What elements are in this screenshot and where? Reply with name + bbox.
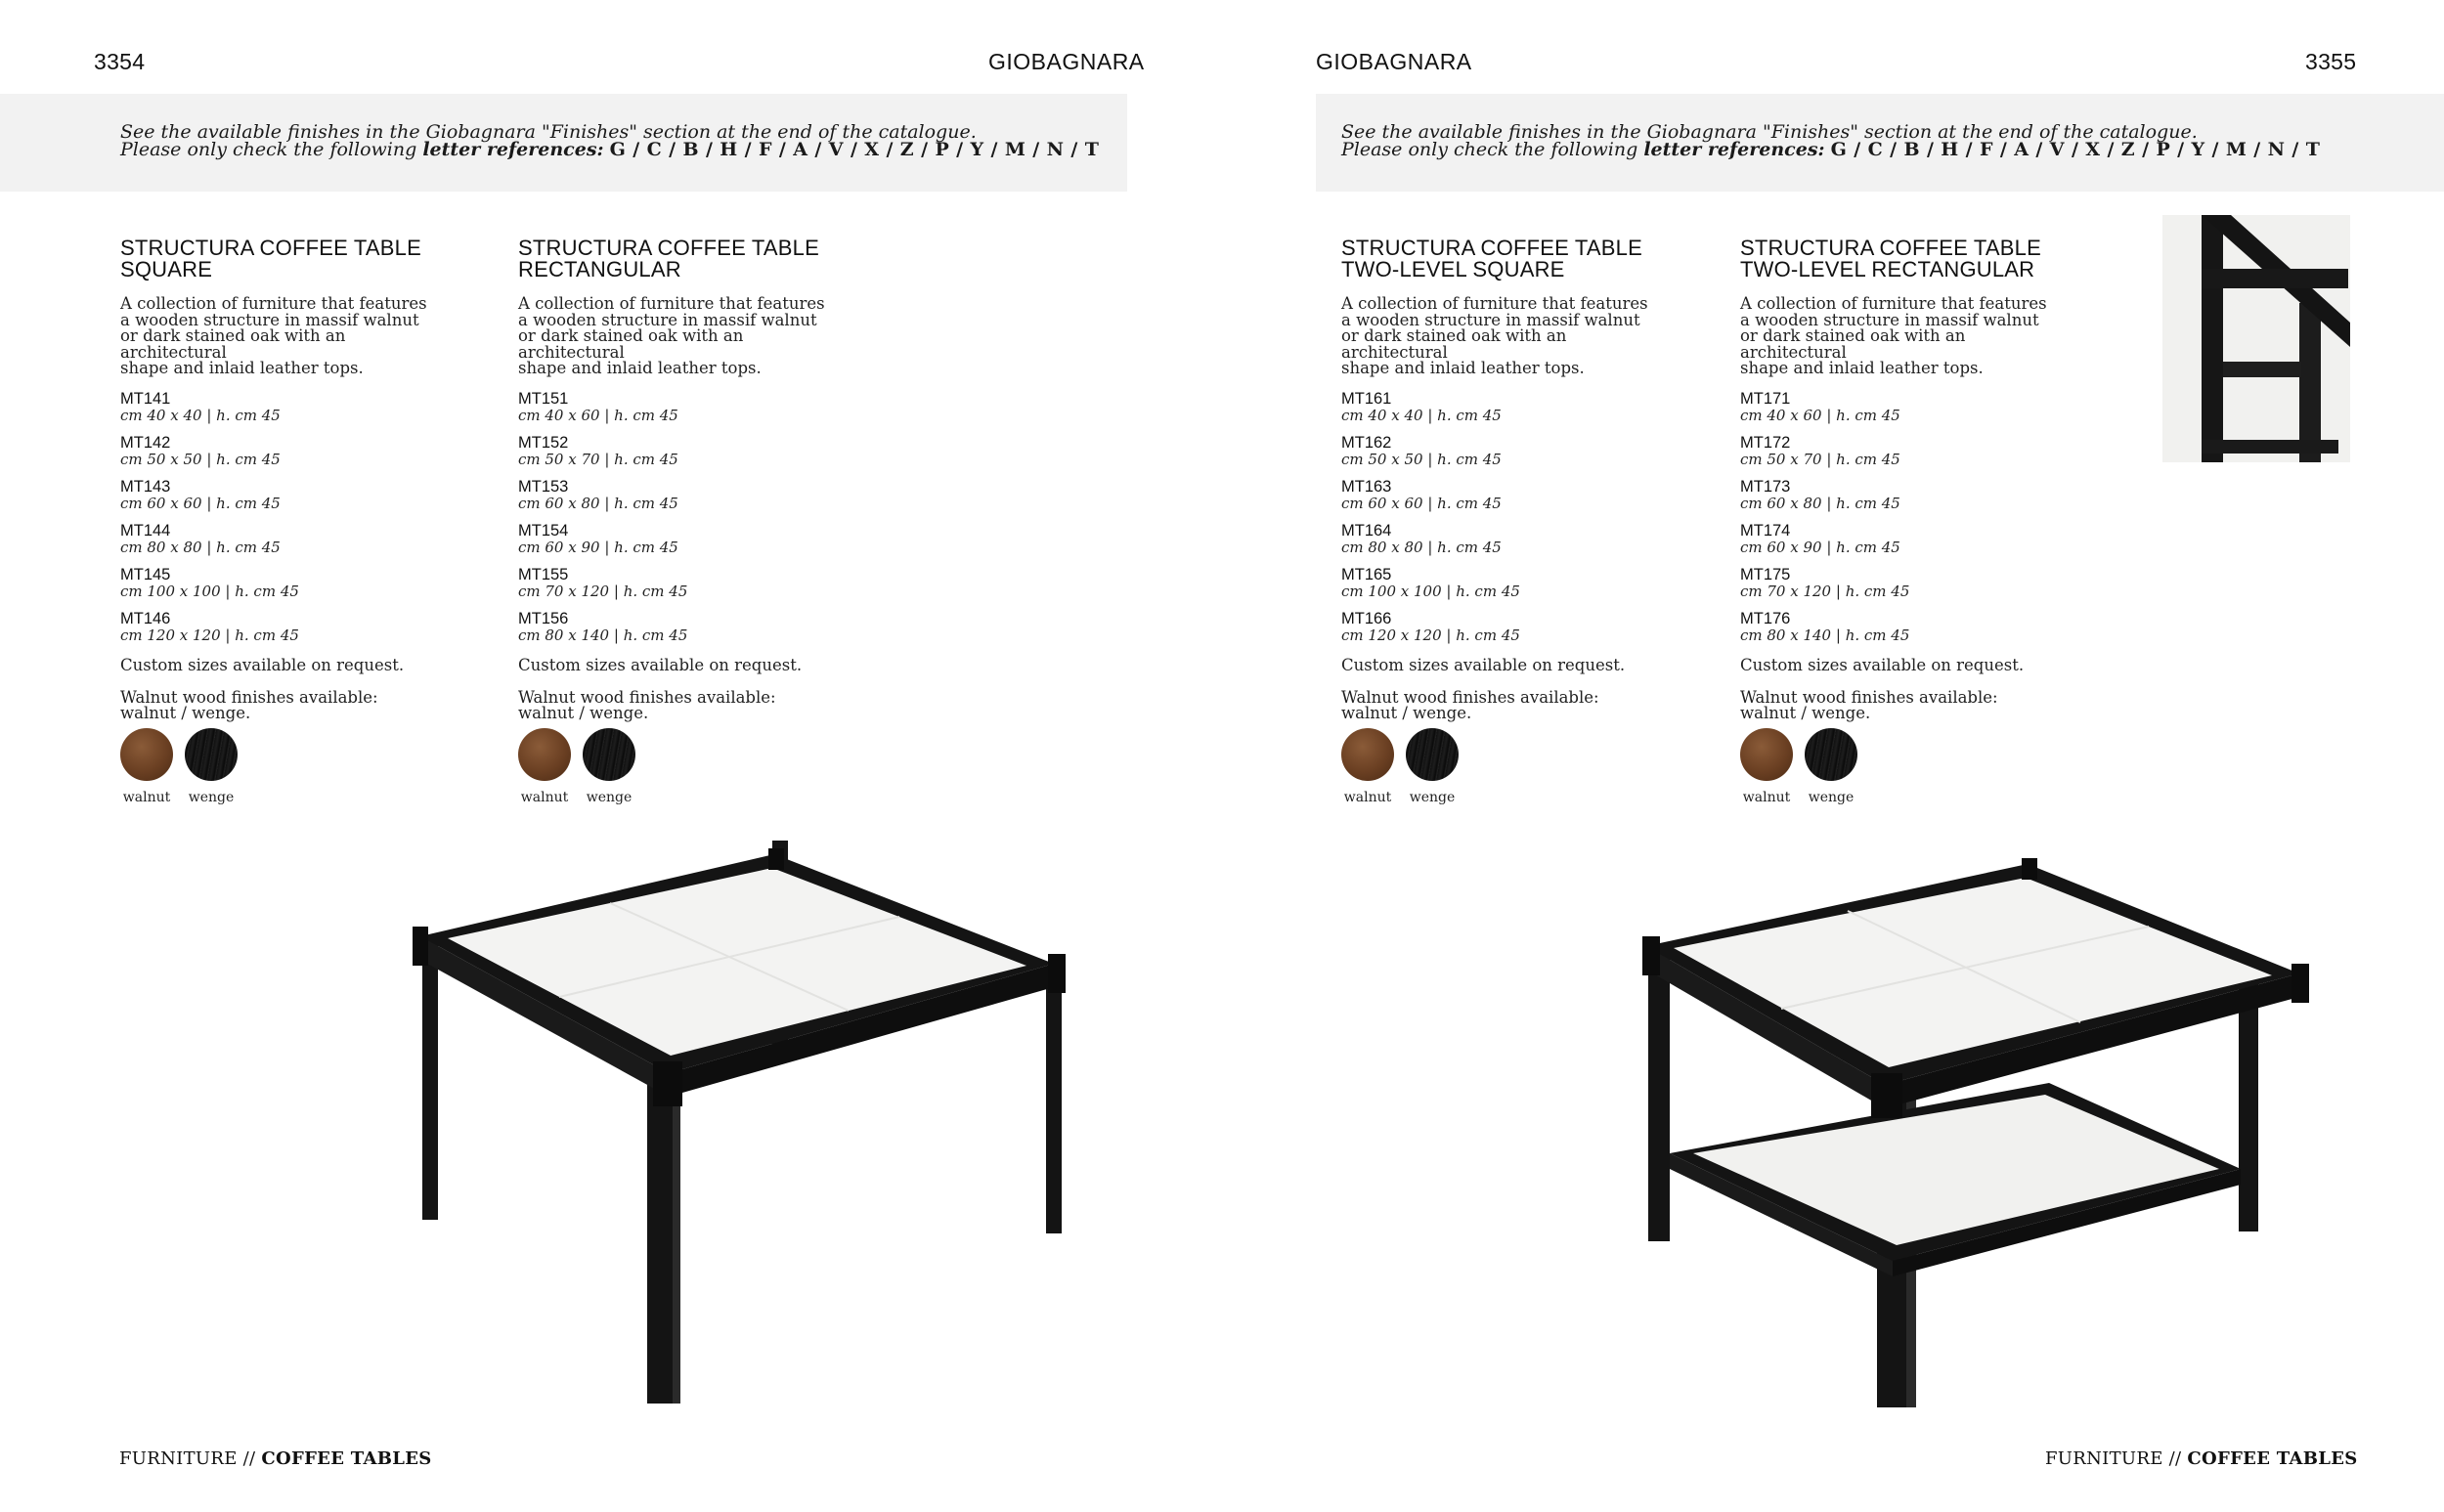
model-code: MT174 [1740, 521, 1791, 540]
wenge-swatch-circle [583, 728, 635, 781]
model-code: MT175 [1740, 565, 1791, 583]
custom-sizes-note: Custom sizes available on request. [1740, 655, 2025, 674]
swatch-label: walnut [520, 789, 569, 805]
description-line: shape and inlaid leather tops. [120, 359, 364, 377]
description-line: a wooden structure in massif walnut [1740, 310, 2039, 329]
model-code: MT155 [518, 565, 569, 583]
product-title-line-2: TWO-LEVEL SQUARE [1341, 257, 1565, 281]
model-entry [120, 567, 433, 599]
model-code: MT142 [120, 433, 171, 452]
model-code: MT176 [1740, 609, 1791, 627]
model-code: MT144 [120, 521, 171, 540]
finishes-notice-left [0, 94, 1127, 192]
product-title-line-1: STRUCTURA COFFEE TABLE [1341, 236, 1642, 260]
description-line: a wooden structure in massif walnut [120, 310, 419, 329]
notice-prefix: Please only check the following [120, 139, 423, 160]
product-title-line-1: STRUCTURA COFFEE TABLE [1740, 236, 2041, 260]
description-line: A collection of furniture that features [1341, 294, 1648, 313]
custom-sizes-note: Custom sizes available on request. [1341, 655, 1626, 674]
model-entry [1740, 611, 2053, 643]
model-dimensions: cm 50 x 70 | h. cm 45 [518, 450, 678, 468]
model-code: MT151 [518, 389, 569, 408]
model-dimensions: cm 60 x 80 | h. cm 45 [518, 494, 678, 512]
product-title-line-2: SQUARE [120, 257, 213, 281]
product-title-line-2: RECTANGULAR [518, 257, 681, 281]
walnut-swatch-circle [1740, 728, 1793, 781]
model-entry [1740, 391, 2053, 423]
finishes-line-1: Walnut wood finishes available: [518, 687, 776, 707]
model-entry [1740, 435, 2053, 467]
swatch-walnut [1341, 728, 1394, 805]
description-line: shape and inlaid leather tops. [1740, 359, 1984, 377]
finishes-line-2: walnut / wenge. [1341, 704, 1472, 722]
model-entry [1740, 479, 2053, 511]
model-code: MT156 [518, 609, 569, 627]
model-entry [518, 523, 831, 555]
swatch-wenge [185, 728, 238, 805]
frame-detail-thumbnail [2162, 215, 2350, 462]
finishes-line-2: walnut / wenge. [120, 704, 251, 722]
page-number-left: 3354 [94, 49, 146, 74]
finishes-line-1: Walnut wood finishes available: [1341, 687, 1599, 707]
swatch-label: walnut [1742, 789, 1791, 805]
swatch-wenge [583, 728, 635, 805]
product-title [1740, 238, 2053, 281]
model-dimensions: cm 80 x 80 | h. cm 45 [120, 538, 281, 556]
product-description [120, 296, 433, 377]
walnut-swatch-circle [1341, 728, 1394, 781]
model-dimensions: cm 60 x 80 | h. cm 45 [1740, 494, 1900, 512]
model-code: MT161 [1341, 389, 1392, 408]
model-dimensions: cm 120 x 120 | h. cm 45 [1341, 626, 1520, 644]
notice-line-1: See the available finishes in the Giobagnara "Finishes" section at the end of the catalogue. [1341, 121, 2198, 143]
footer-category: COFFEE TABLES [261, 1448, 432, 1469]
model-dimensions: cm 60 x 90 | h. cm 45 [518, 538, 678, 556]
product-two-level-square [1341, 238, 1654, 805]
notice-line-2 [120, 141, 1127, 158]
model-dimensions: cm 50 x 70 | h. cm 45 [1740, 450, 1900, 468]
wenge-swatch-circle [1805, 728, 1857, 781]
finish-swatches [518, 728, 831, 805]
model-entry [1341, 523, 1654, 555]
model-code: MT141 [120, 389, 171, 408]
description-line: or dark stained oak with an architectural [1341, 326, 1567, 362]
walnut-swatch-circle [518, 728, 571, 781]
model-entry [120, 479, 433, 511]
swatch-label: wenge [188, 789, 235, 805]
product-square [120, 238, 433, 805]
wenge-swatch-circle [185, 728, 238, 781]
finishes-available [518, 687, 831, 722]
model-dimensions: cm 50 x 50 | h. cm 45 [120, 450, 281, 468]
notice-prefix: Please only check the following [1341, 139, 1644, 160]
two-level-coffee-table-photo [1642, 850, 2317, 1417]
model-code: MT152 [518, 433, 569, 452]
finish-swatches [120, 728, 433, 805]
finishes-available [1341, 687, 1654, 722]
model-dimensions: cm 70 x 120 | h. cm 45 [518, 582, 688, 600]
coffee-table-photo [401, 841, 1085, 1407]
product-two-level-rectangular [1740, 238, 2053, 805]
leather-top [1674, 878, 2272, 1067]
model-dimensions: cm 80 x 140 | h. cm 45 [518, 626, 688, 644]
leather-top [448, 868, 1026, 1056]
model-code: MT163 [1341, 477, 1392, 496]
description-line: or dark stained oak with an architectural [518, 326, 744, 362]
model-code: MT154 [518, 521, 569, 540]
model-entry [518, 479, 831, 511]
model-entry [1341, 479, 1654, 511]
model-dimensions: cm 40 x 60 | h. cm 45 [1740, 406, 1900, 424]
model-dimensions: cm 40 x 40 | h. cm 45 [1341, 406, 1502, 424]
notice-bold: letter references: [1643, 139, 1825, 160]
model-code: MT172 [1740, 433, 1791, 452]
model-code: MT153 [518, 477, 569, 496]
model-dimensions: cm 100 x 100 | h. cm 45 [120, 582, 299, 600]
brand-left: GIOBAGNARA [988, 49, 1145, 74]
product-description [1341, 296, 1654, 377]
swatch-label: wenge [1409, 789, 1456, 805]
finishes-line-2: walnut / wenge. [518, 704, 649, 722]
swatch-walnut [518, 728, 571, 805]
model-dimensions: cm 80 x 140 | h. cm 45 [1740, 626, 1910, 644]
model-code: MT166 [1341, 609, 1392, 627]
finishes-line-1: Walnut wood finishes available: [120, 687, 378, 707]
model-code: MT164 [1341, 521, 1392, 540]
product-title-line-1: STRUCTURA COFFEE TABLE [120, 236, 421, 260]
swatch-label: wenge [586, 789, 633, 805]
finishes-line-1: Walnut wood finishes available: [1740, 687, 1998, 707]
description-line: A collection of furniture that features [120, 294, 427, 313]
notice-letters: G / C / B / H / F / A / V / X / Z / P / Y / M / N / T [1830, 139, 2321, 160]
notice-bold: letter references: [422, 139, 604, 160]
finish-swatches [1341, 728, 1654, 805]
model-dimensions: cm 60 x 90 | h. cm 45 [1740, 538, 1900, 556]
model-entry [120, 391, 433, 423]
description-line: shape and inlaid leather tops. [1341, 359, 1585, 377]
model-entry [120, 435, 433, 467]
model-entry [518, 611, 831, 643]
footer-right [2045, 1448, 2358, 1469]
notice-line-2 [1341, 141, 2444, 158]
swatch-label: walnut [122, 789, 171, 805]
product-title [518, 238, 831, 281]
description-line: A collection of furniture that features [518, 294, 825, 313]
model-dimensions: cm 50 x 50 | h. cm 45 [1341, 450, 1502, 468]
model-entry [1740, 523, 2053, 555]
description-line: shape and inlaid leather tops. [518, 359, 762, 377]
swatch-walnut [1740, 728, 1793, 805]
model-entry [1740, 567, 2053, 599]
product-title-line-2: TWO-LEVEL RECTANGULAR [1740, 257, 2035, 281]
finishes-available [120, 687, 433, 722]
model-dimensions: cm 70 x 120 | h. cm 45 [1740, 582, 1910, 600]
brand-right: GIOBAGNARA [1316, 49, 1472, 74]
swatch-wenge [1805, 728, 1857, 805]
description-line: a wooden structure in massif walnut [518, 310, 817, 329]
model-entry [518, 567, 831, 599]
model-dimensions: cm 40 x 60 | h. cm 45 [518, 406, 678, 424]
description-line: or dark stained oak with an architectural [1740, 326, 1966, 362]
footer-section: FURNITURE // [2045, 1448, 2188, 1469]
wenge-swatch-circle [1406, 728, 1459, 781]
model-dimensions: cm 80 x 80 | h. cm 45 [1341, 538, 1502, 556]
swatch-label: wenge [1808, 789, 1855, 805]
description-line: A collection of furniture that features [1740, 294, 2047, 313]
product-rectangular [518, 238, 831, 805]
model-entry [1341, 435, 1654, 467]
model-dimensions: cm 120 x 120 | h. cm 45 [120, 626, 299, 644]
footer-left [119, 1448, 432, 1469]
notice-letters: G / C / B / H / F / A / V / X / Z / P / Y / M / N / T [609, 139, 1100, 160]
product-title-line-1: STRUCTURA COFFEE TABLE [518, 236, 819, 260]
product-title [1341, 238, 1654, 281]
walnut-swatch-circle [120, 728, 173, 781]
page-number-right: 3355 [2305, 49, 2357, 74]
description-line: or dark stained oak with an architectural [120, 326, 346, 362]
product-description [1740, 296, 2053, 377]
description-line: a wooden structure in massif walnut [1341, 310, 1640, 329]
swatch-label: walnut [1343, 789, 1392, 805]
finishes-available [1740, 687, 2053, 722]
model-code: MT146 [120, 609, 171, 627]
finishes-notice-right [1316, 94, 2444, 192]
model-dimensions: cm 60 x 60 | h. cm 45 [120, 494, 281, 512]
footer-category: COFFEE TABLES [2187, 1448, 2358, 1469]
custom-sizes-note: Custom sizes available on request. [120, 655, 405, 674]
product-description [518, 296, 831, 377]
model-dimensions: cm 40 x 40 | h. cm 45 [120, 406, 281, 424]
model-code: MT143 [120, 477, 171, 496]
model-dimensions: cm 100 x 100 | h. cm 45 [1341, 582, 1520, 600]
model-dimensions: cm 60 x 60 | h. cm 45 [1341, 494, 1502, 512]
model-code: MT145 [120, 565, 171, 583]
model-code: MT171 [1740, 389, 1791, 408]
notice-line-1: See the available finishes in the Giobagnara "Finishes" section at the end of the catalogue. [120, 121, 977, 143]
custom-sizes-note: Custom sizes available on request. [518, 655, 803, 674]
model-code: MT173 [1740, 477, 1791, 496]
model-entry [518, 391, 831, 423]
model-entry [518, 435, 831, 467]
model-entry [1341, 391, 1654, 423]
swatch-walnut [120, 728, 173, 805]
footer-section: FURNITURE // [119, 1448, 262, 1469]
lower-shelf [1693, 1095, 2219, 1245]
finishes-line-2: walnut / wenge. [1740, 704, 1871, 722]
model-code: MT165 [1341, 565, 1392, 583]
product-title [120, 238, 433, 281]
model-entry [120, 523, 433, 555]
swatch-wenge [1406, 728, 1459, 805]
finish-swatches [1740, 728, 2053, 805]
model-code: MT162 [1341, 433, 1392, 452]
model-entry [120, 611, 433, 643]
model-entry [1341, 567, 1654, 599]
model-entry [1341, 611, 1654, 643]
